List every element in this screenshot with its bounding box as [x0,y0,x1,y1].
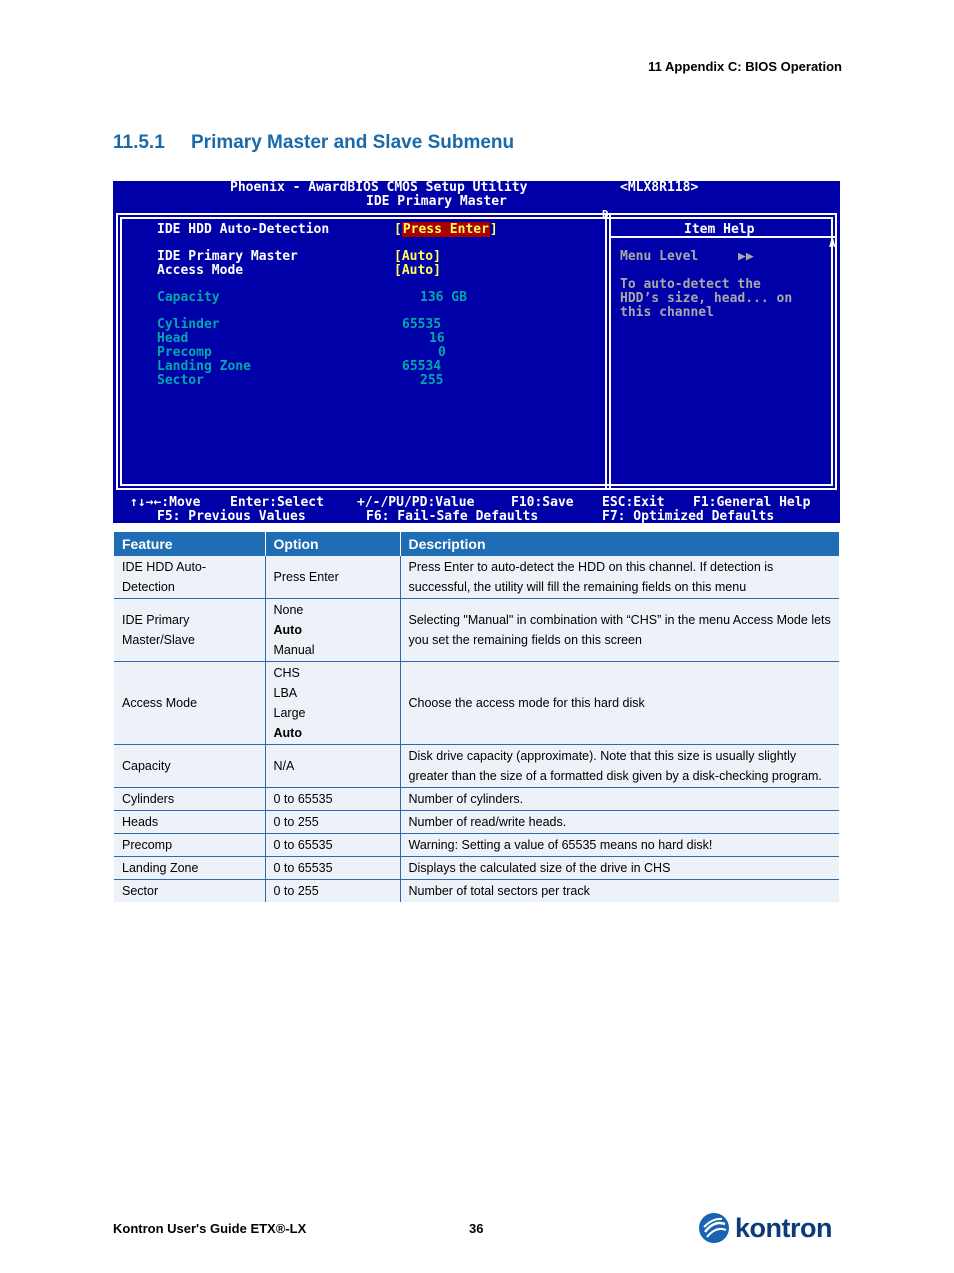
option-cell [265,811,400,834]
option-cell [265,857,400,880]
key-save: F10:Save [511,495,574,510]
table-body [114,556,839,902]
section-number: 11.5.1 [113,132,165,153]
description-cell: Number of total sectors per track [400,880,839,903]
access-mode-label: Access Mode [157,263,244,278]
feature-cell: Precomp [114,834,265,857]
help-text-line-1: To auto-detect the [620,277,761,292]
option-value: 0 to 65535 [273,861,333,875]
description-cell: Number of cylinders. [400,788,839,811]
option-cell [265,599,400,662]
option-cell [265,662,400,745]
option-value: Press Enter [273,570,339,584]
table-row [114,556,839,599]
option-cell [265,834,400,857]
section-title: Primary Master and Slave Submenu [191,132,515,153]
help-text-line-3: this channel [620,305,714,320]
bios-screen [113,181,840,523]
option-value: LBA [273,686,298,700]
bios-subtitle: IDE Primary Master [366,194,507,209]
option-value: None [273,603,304,617]
access-mode-value[interactable]: [Auto] [394,263,441,278]
description-cell: Number of read/write heads. [400,811,839,834]
bios-edge-a: A [829,237,836,250]
kontron-logo [699,1213,844,1247]
option-value: 0 to 255 [273,884,319,898]
logo-wordmark: kontron [735,1213,832,1243]
table-row [114,834,839,857]
table-header-row [114,532,839,556]
feature-cell: Capacity [114,745,265,788]
option-value: Large [273,706,306,720]
feature-cell: IDE Primary Master/Slave [114,599,265,662]
description-cell: Choose the access mode for this hard disk [400,662,839,745]
auto-detect-field[interactable]: [Press Enter] [394,222,498,237]
table-row [114,788,839,811]
header-option: Option [265,532,400,556]
description-cell: Displays the calculated size of the drive in CHS [400,857,839,880]
bios-divider-2 [609,215,611,488]
option-value: N/A [273,759,295,773]
menu-level-label: Menu Level [620,249,699,264]
section-heading [113,132,514,154]
option-cell [265,788,400,811]
bios-title: Phoenix - AwardBIOS CMOS Setup Utility [230,181,528,195]
description-cell: Selecting "Manual" in combination with “CHS” in the menu Access Mode lets you set the remaining fields on this screen [400,599,839,662]
table-row [114,857,839,880]
key-optimized: F7: Optimized Defaults [602,509,775,523]
press-enter-value[interactable]: Press Enter [402,222,489,237]
header-description: Description [400,532,839,556]
footer-guide: Kontron User's Guide ETX®-LX [113,1221,307,1236]
primary-master-label: IDE Primary Master [157,249,298,264]
bios-model: <MLX8R118> [620,181,699,195]
primary-master-value[interactable]: [Auto] [394,249,441,264]
table-row [114,745,839,788]
option-value: 0 to 65535 [273,792,333,806]
table-row [114,811,839,834]
option-value: CHS [273,666,300,680]
item-help-title: Item Help [684,222,755,237]
landing-zone-value: 65534 [402,359,442,374]
capacity-label: Capacity [157,290,220,305]
option-value: Auto [273,623,302,637]
feature-cell: Sector [114,880,265,903]
precomp-value: 0 [438,345,446,360]
key-value: +/-/PU/PD:Value [357,495,475,510]
sector-label: Sector [157,373,204,388]
feature-cell: Heads [114,811,265,834]
feature-cell: Landing Zone [114,857,265,880]
option-value: Auto [273,726,302,740]
feature-cell: Cylinders [114,788,265,811]
table-row [114,880,839,903]
head-label: Head [157,331,189,346]
table-row [114,599,839,662]
help-text-line-2: HDD’s size, head... on [620,291,793,306]
capacity-value: 136 GB [420,290,467,305]
feature-cell: IDE HDD Auto-Detection [114,556,265,599]
description-cell: Warning: Setting a value of 65535 means no hard disk! [400,834,839,857]
option-value: Manual [273,643,315,657]
description-cell: Press Enter to auto-detect the HDD on this channel. If detection is successful, the utility will fill the remaining fields on this menu [400,556,839,599]
feature-table [114,532,839,902]
chapter-header: 11 Appendix C: BIOS Operation [648,59,842,74]
key-move: ↑↓→←:Move [130,495,201,510]
key-exit: ESC:Exit [602,495,665,510]
sector-value: 255 [420,373,444,388]
option-cell [265,556,400,599]
key-select: Enter:Select [230,495,324,510]
menu-level-arrows: ▶▶ [738,249,754,264]
bios-divider [605,215,607,488]
option-cell [265,880,400,903]
key-previous-values: F5: Previous Values [157,509,306,523]
cylinder-value: 65535 [402,317,442,332]
header-feature: Feature [114,532,265,556]
cylinder-label: Cylinder [157,317,220,332]
logo-disc-icon [699,1213,729,1243]
head-value: 16 [429,331,445,346]
table-row [114,662,839,745]
key-fail-safe: F6: Fail-Safe Defaults [366,509,539,523]
description-cell: Disk drive capacity (approximate). Note that this size is usually slightly greater than the size of a formatted disk given by a disk-checking program. [400,745,839,788]
key-general-help: F1:General Help [693,495,811,510]
auto-detect-label: IDE HDD Auto-Detection [157,222,330,237]
bios-edge-d: D [602,208,609,221]
option-value: 0 to 65535 [273,838,333,852]
landing-zone-label: Landing Zone [157,359,251,374]
option-cell [265,745,400,788]
page-number: 36 [469,1221,484,1236]
feature-cell: Access Mode [114,662,265,745]
precomp-label: Precomp [157,345,212,360]
option-value: 0 to 255 [273,815,319,829]
